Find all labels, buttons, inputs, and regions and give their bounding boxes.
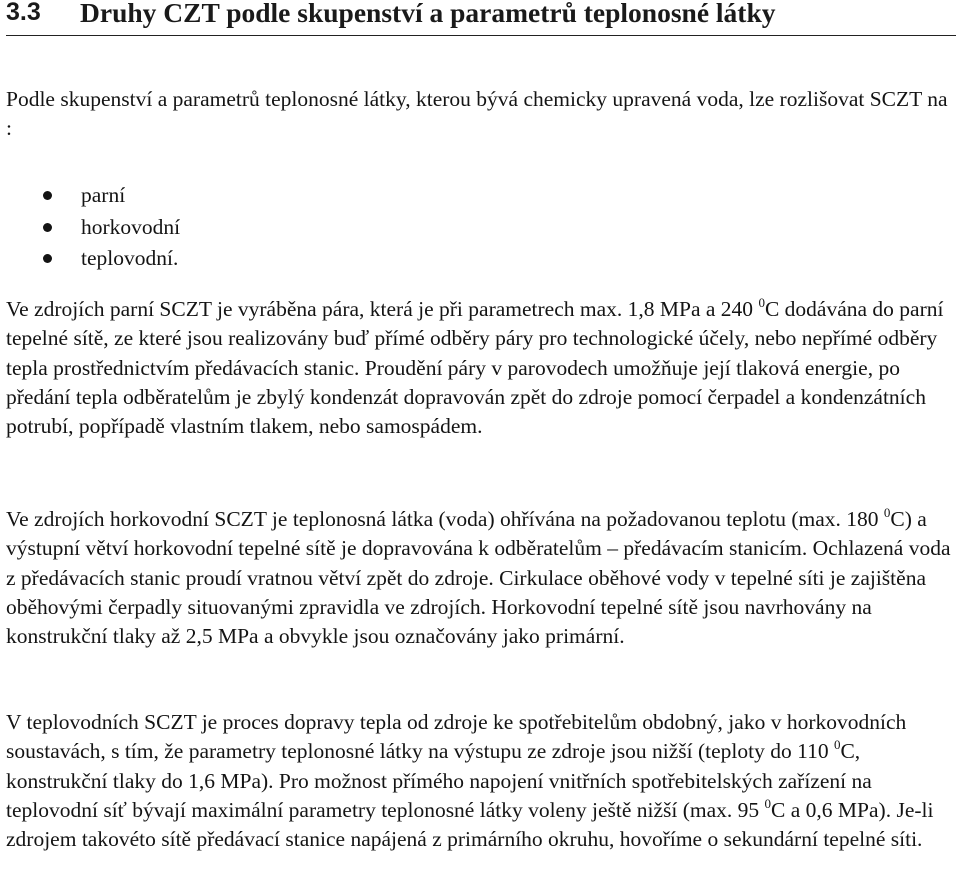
hot-water-paragraph — [6, 505, 956, 651]
degree-superscript: 0 — [764, 795, 772, 811]
bullet-icon — [43, 191, 52, 200]
warm-water-text-3: C a 0,6 MPa). Je-li zdrojem takovéto sítě předávací stanice napájená z primárního okruhu, hovoříme o sekundární tepelné síti. — [6, 797, 934, 852]
types-list — [0, 180, 180, 275]
degree-superscript: 0 — [758, 295, 765, 310]
bullet-icon — [43, 223, 52, 232]
hot-water-text-2: C) a výstupní větví horkovodní tepelné sítě je dopravována k odběratelům – předávacím stanicím. Ochlazená voda z předávacích stanic proudí vratnou větví zpět do zdroje. Cirkulace oběhové vody v tepelné síti je zajištěna oběhovými čerpadly situovanými zpravidla ve zdrojích. Horkovodní tepelné sítě jsou navrhovány na konstrukční tlaky až 2,5 MPa a obvykle jsou označovány jako primární. — [6, 507, 951, 649]
intro-paragraph: Podle skupenství a parametrů teplonosné látky, kterou bývá chemicky upravená voda, lze rozlišovat SCZT na : — [6, 87, 948, 141]
list-item-label: teplovodní. — [81, 246, 179, 270]
steam-text-2: C dodávána do parní tepelné sítě, ze které jsou realizovány buď přímé odběry páry pro technologické účely, nebo nepřímé odběry tepla prostřednictvím předávacích stanic. Proudění páry v parovodech umožňuje její tlaková energie, po předání tepla odběratelům je zbylý kondenzát dopravován zpět do zdroje pomocí čerpadel a kondenzátních potrubí, popřípadě vlastním tlakem, nebo samospádem. — [6, 297, 944, 439]
list-item-label: horkovodní — [81, 214, 181, 239]
degree-superscript: 0 — [833, 737, 841, 753]
list-item-label: parní — [81, 183, 126, 207]
degree-superscript: 0 — [883, 505, 891, 520]
steam-paragraph — [6, 295, 956, 441]
hot-water-text-1: Ve zdrojích horkovodní SCZT je teplonosná látka (voda) ohřívána na požadovanou teplotu (max. 180 — [6, 507, 884, 531]
bullet-icon — [43, 254, 52, 263]
warm-water-text-1: V teplovodních SCZT je proces dopravy tepla od zdroje ke spotřebitelům obdobný, jako v horkovodních soustavách, s tím, že parametry teplonosné látky na výstupu ze zdroje jsou nižší (teploty do 110 — [6, 710, 907, 764]
steam-text-1: Ve zdrojích parní SCZT je vyráběna pára, která je při parametrech max. 1,8 MPa a 240 — [6, 297, 759, 321]
warm-water-text-2: C, konstrukční tlaky do 1,6 MPa). Pro možnost přímého napojení vnitřních spotřebitelských zařízení na teplovodní síť bývají maximální parametry teplonosné látky voleny ještě nižší (max. 95 — [6, 739, 872, 822]
list-item — [0, 180, 180, 212]
warm-water-paragraph — [6, 708, 956, 854]
list-item — [0, 212, 180, 244]
section-number: 3.3 — [6, 0, 41, 26]
section-heading — [6, 0, 956, 36]
list-item — [0, 243, 180, 275]
section-title: Druhy CZT podle skupenství a parametrů teplonosné látky — [80, 0, 776, 28]
